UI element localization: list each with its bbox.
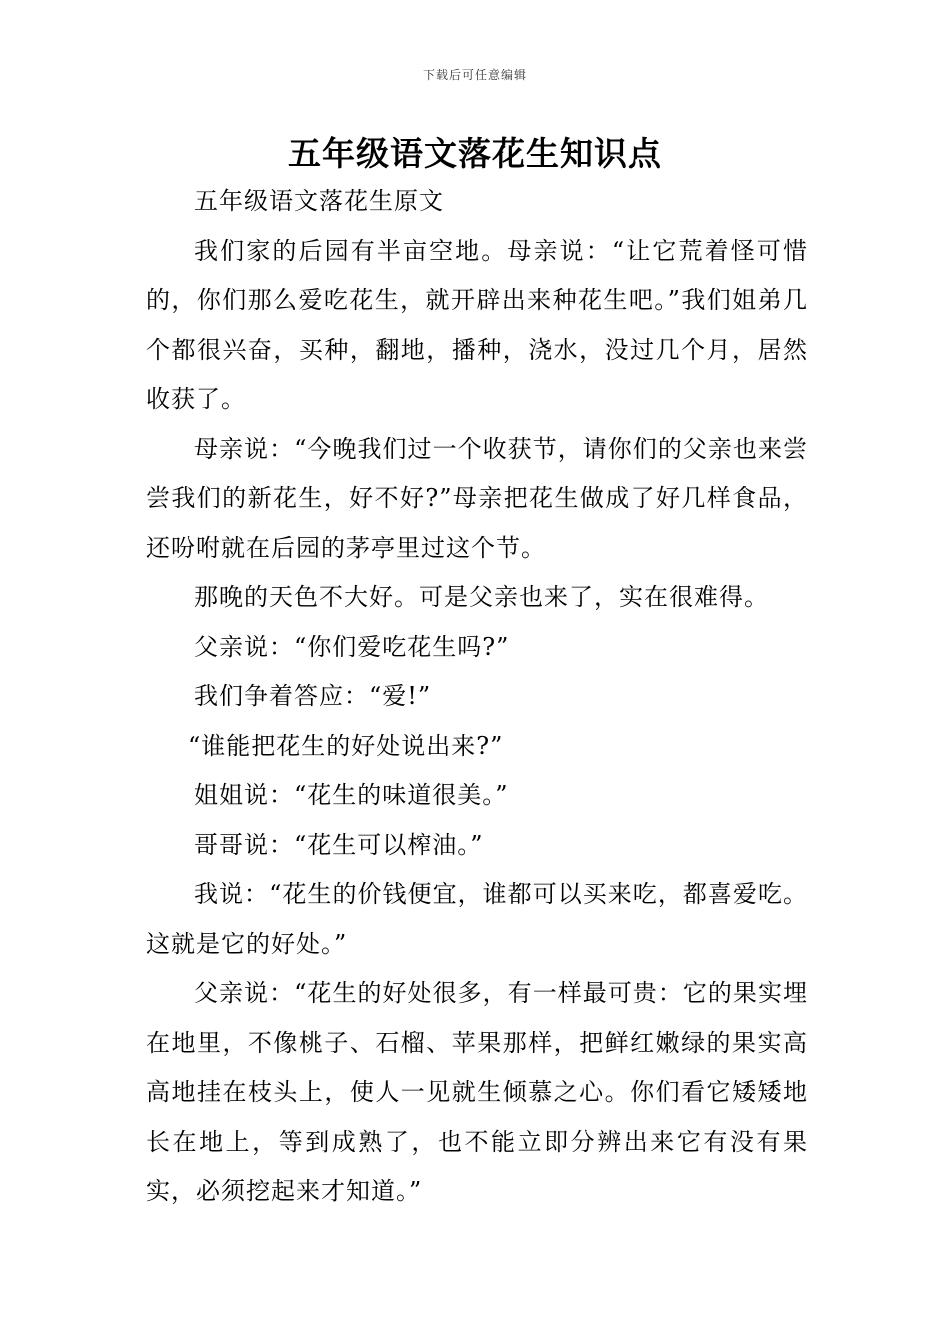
paragraph: 我们争着答应：“爱!” (194, 682, 432, 710)
header-note: 下载后可任意编辑 (422, 68, 527, 82)
paragraph-section-heading: 五年级语文落花生原文 (194, 187, 444, 215)
document-body (146, 177, 808, 1217)
paragraph: 父亲说：“你们爱吃花生吗?” (194, 632, 510, 661)
paragraph: “谁能把花生的好处说出来?” (188, 731, 504, 760)
paragraph: 母亲说：“今晚我们过一个收获节，请你们的父亲也来尝尝我们的新花生，好不好?”母亲把花生做成了好几样食品，还吩咐就在后园的茅亭里过这个节。 (146, 434, 808, 562)
paragraph: 哥哥说：“花生可以榨油。” (194, 830, 484, 859)
paragraph: 姐姐说：“花生的味道很美。” (194, 781, 509, 809)
document-title: 五年级语文落花生知识点 (288, 134, 662, 173)
paragraph: 父亲说：“花生的好处很多，有一样最可贵：它的果实埋在地里，不像桃子、石榴、苹果那样，把鲜红嫩绿的果实高高地挂在枝头上，使人一见就生倾慕之心。你们看它矮矮地长在地上，等到成熟了，也不能立即分辨出来它有没有果实，必须挖起来才知道。” (146, 979, 808, 1205)
paragraph: 那晚的天色不大好。可是父亲也来了，实在很难得。 (194, 583, 769, 611)
paragraph: 我们家的后园有半亩空地。母亲说：“让它荒着怪可惜的，你们那么爱吃花生，就开辟出来种花生吧。”我们姐弟几个都很兴奋，买种，翻地，播种，浇水，没过几个月，居然收获了。 (146, 236, 808, 413)
paragraph: 我说：“花生的价钱便宜，谁都可以买来吃，都喜爱吃。这就是它的好处。” (146, 880, 808, 958)
